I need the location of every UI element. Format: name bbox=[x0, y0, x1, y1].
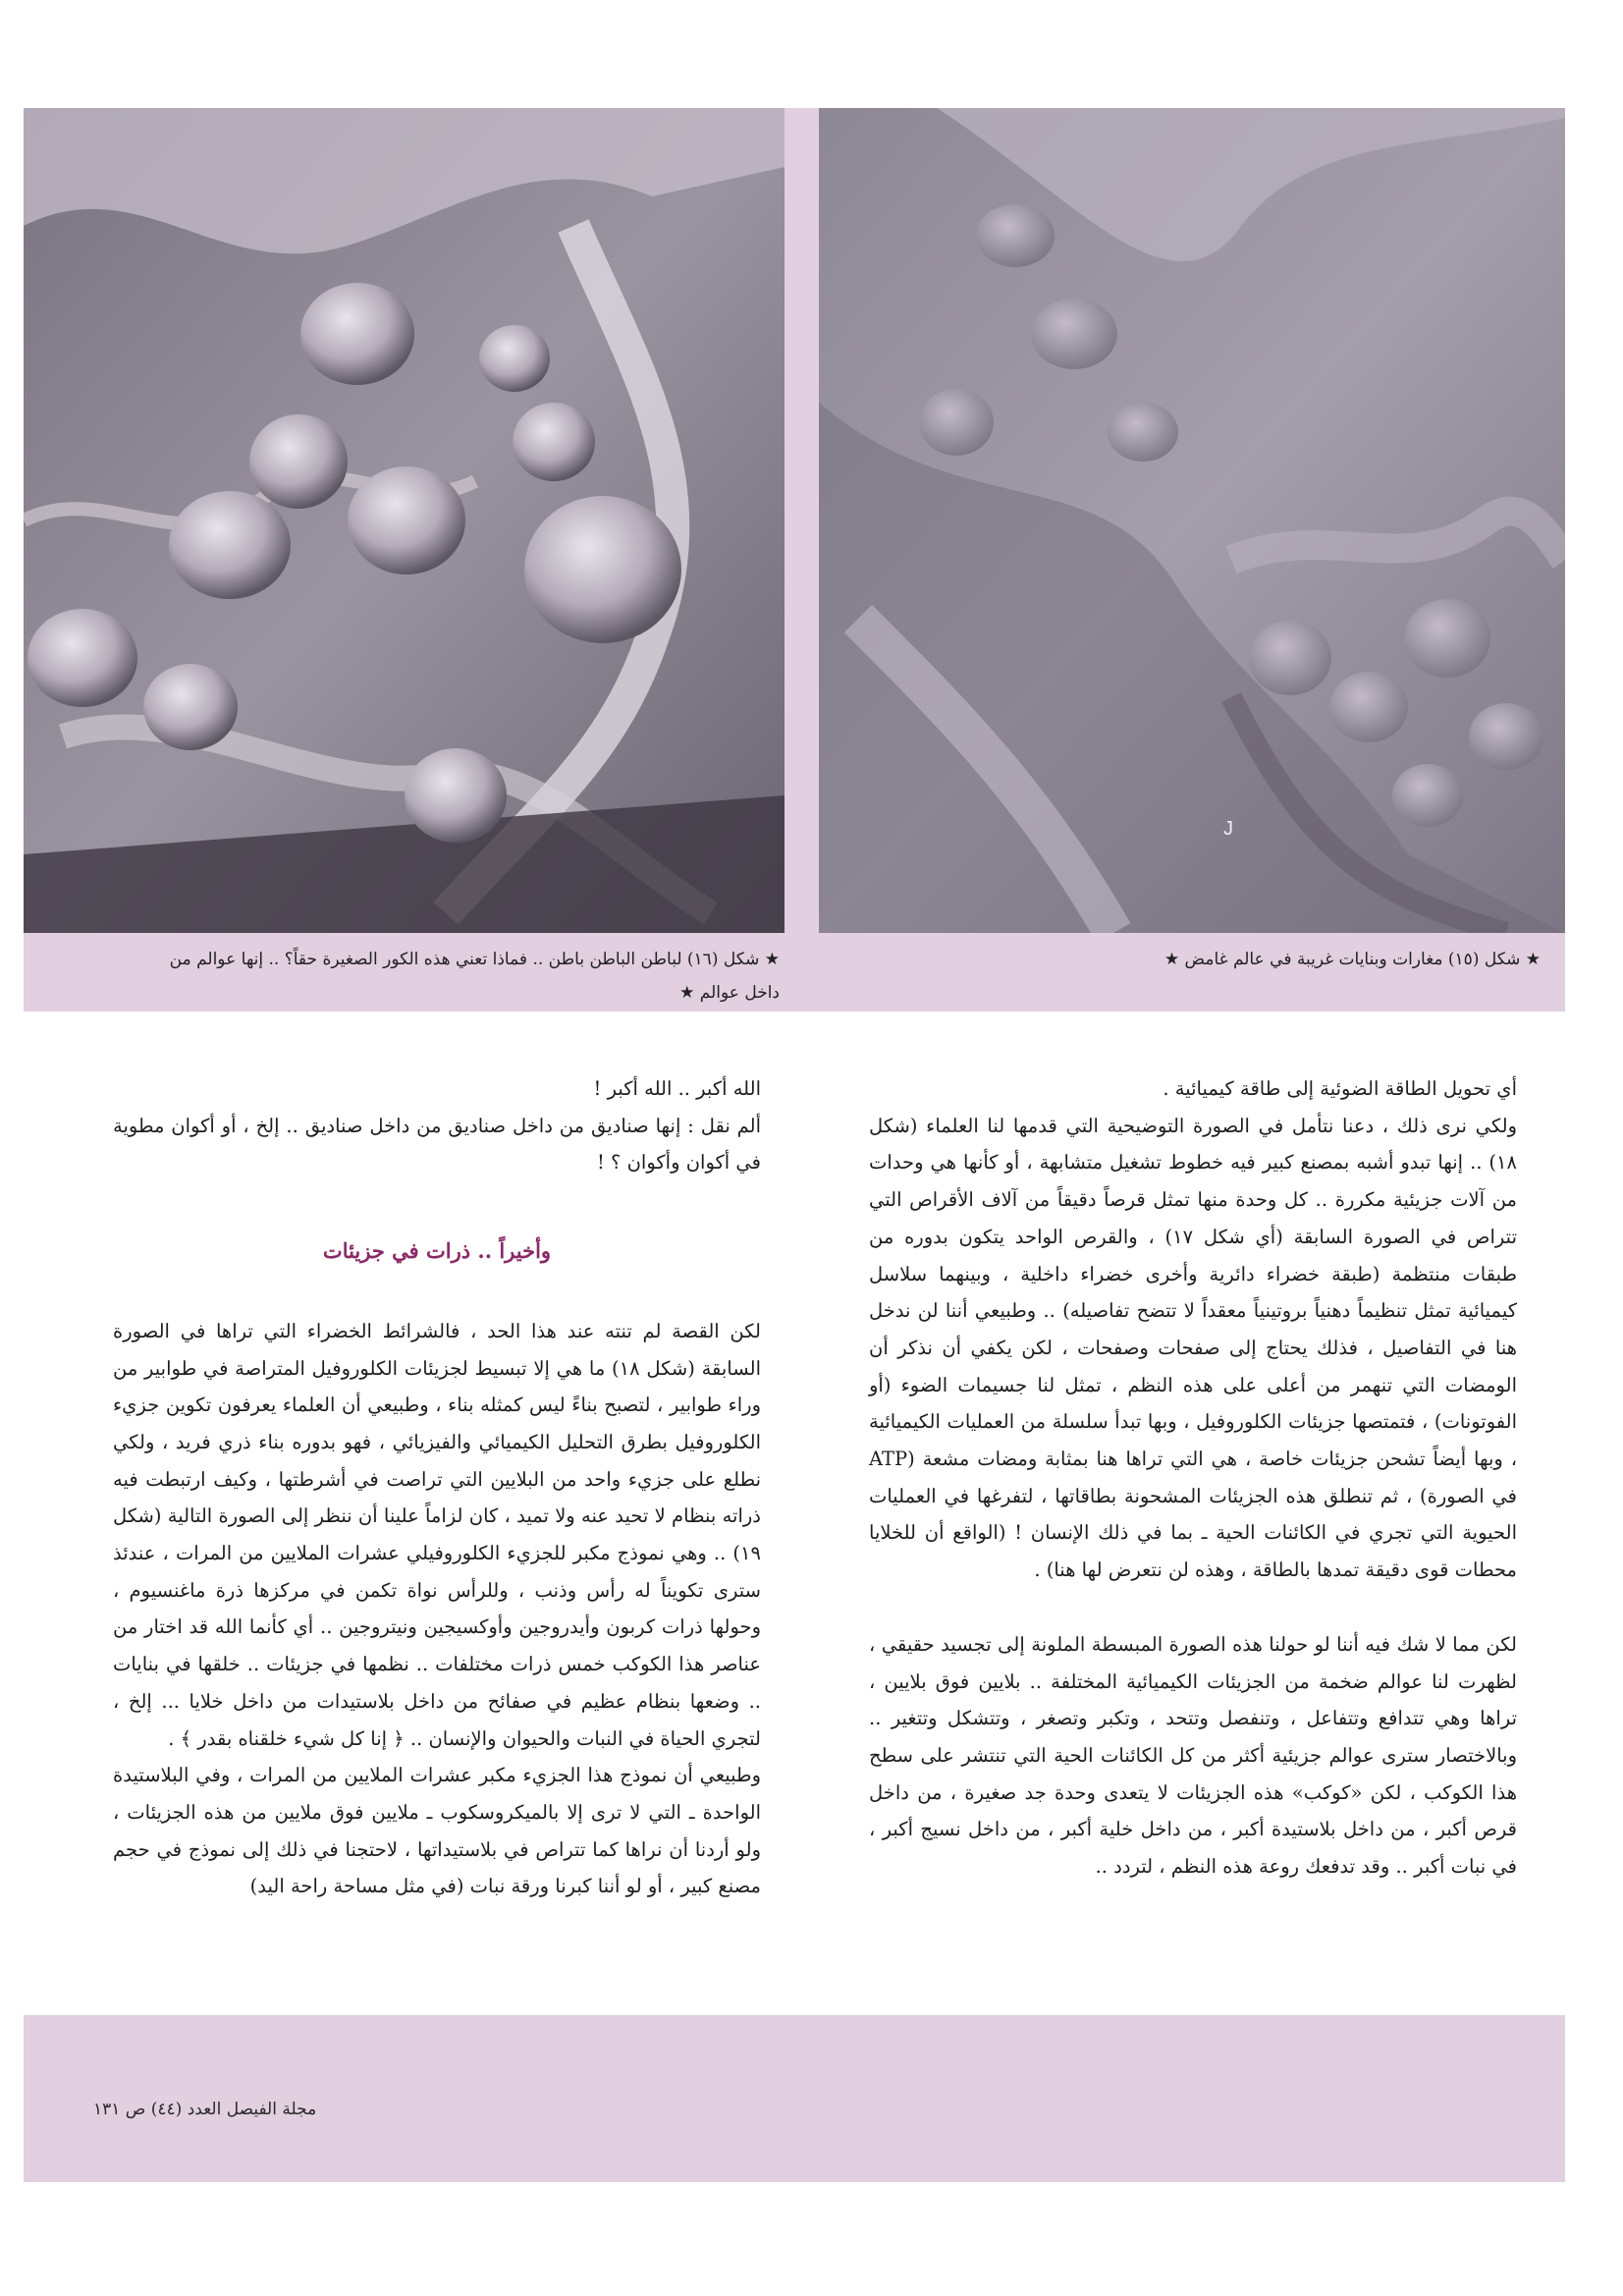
footer-band bbox=[24, 2015, 1565, 2182]
left-text-column bbox=[113, 1070, 761, 1905]
left-intro-2: ألم نقل : إنها صناديق من داخل صناديق من داخل صناديق .. إلخ ، أو أكوان مطوية في أكوان وأكوان ؟ ! bbox=[113, 1114, 761, 1175]
figure-16-caption: ★ شكل (١٦) لباطن الباطن باطن .. فماذا تعني هذه الكور الصغيرة حقاً؟ .. إنها عوالم من داخل عوالم ★ bbox=[169, 950, 780, 1003]
right-text-column bbox=[869, 1070, 1517, 1886]
figures-band bbox=[24, 108, 1565, 1011]
micrograph-cells-image bbox=[24, 108, 784, 933]
paragraph-gap bbox=[869, 1589, 1517, 1626]
section-heading: وأخيراً .. ذرات في جزيئات bbox=[322, 1238, 552, 1264]
micrograph-caverns-image bbox=[819, 108, 1565, 933]
right-paragraph-3: لكن مما لا شك فيه أننا لو حولنا هذه الصورة المبسطة الملونة إلى تجسيد حقيقي ، لظهرت لنا عوالم ضخمة من الجزيئات الكيميائية المختلفة .. بلايين فوق بلايين ، تراها وهي تتدافع وتتفاعل ، وتنفصل وتتحد ، وتكبر وتصغر ، وتتشكل وتتغير .. وبالاختصار سترى عوالم جزيئية أكثر من كل الكائنات الحية التي تنتشر على سطح هذا الكوكب ، لكن «كوكب» هذه الجزيئات لا يتعدى وحدة جد صغيرة ، من داخل قرص أكبر ، من داخل بلاستيدة أكبر ، من داخل خلية أكبر ، من داخل نسيج أكبر ، في نبات أكبر .. وقد تدفعك روعة هذه النظم ، لتردد .. bbox=[869, 1632, 1517, 1879]
left-paragraph-2: وطبيعي أن نموذج هذا الجزيء مكبر عشرات الملايين من المرات ، وفي البلاستيدة الواحدة ـ التي لا ترى إلا بالميكروسكوب ـ ملايين فوق ملايين من هذه الجزيئات ، ولو أردنا أن نراها كما تتراص في بلاستيداتها ، لاحتجنا في ذلك إلى نموذج في حجم مصنع كبير ، أو لو أننا كبرنا ورقة نبات (في مثل مساحة راحة اليد) bbox=[113, 1764, 761, 1898]
figure-16-photo bbox=[24, 108, 784, 933]
figure-15-label: J bbox=[1223, 818, 1233, 840]
left-paragraph-1: لكن القصة لم تنته عند هذا الحد ، فالشرائط الخضراء التي تراها في الصورة السابقة (شكل ١٨) ما هي إلا تبسيط لجزيئات الكلوروفيل المتراصة في طوابير من وراء طوابير ، لتصبح بناءً ليس كمثله بناء ، وطبيعي أن العلماء يعرفون تكوين جزيء الكلوروفيل بطرق التحليل الكيميائي والفيزيائي ، فهو بدوره بناء ذري فريد ، ولكي نطلع على جزيء واحد من البلايين التي تراصت في أشرطتها ، وكيف ارتبطت فيه ذراته بنظام لا تحيد عنه ولا تميد ، كان لزاماً علينا أن ننظر إلى الصورة التالية (شكل ١٩) .. وهي نموذج مكبر للجزيء الكلوروفيلي عشرات الملايين من المرات ، عندئذ سترى تكويناً له رأس وذنب ، وللرأس نواة تكمن في مركزها ذرة ماغنسيوم ، وحولها ذرات كربون وأيدروجين وأوكسيجين ونيتروجين .. أي كأنما الله قد اختار من عناصر هذا الكوكب خمس ذرات مختلفات .. نظمها في جزيئات .. خلقها في بنايات .. وضعها بنظام عظيم في صفائح من داخل بلاستيدات من داخل خلايا ... إلخ ، لتجري الحياة في النبات والحيوان والإنسان .. ﴿ إنا كل شيء خلقناه بقدر ﴾ . bbox=[113, 1319, 762, 1750]
right-paragraph-2: ولكي نرى ذلك ، دعنا نتأمل في الصورة التوضيحية التي قدمها لنا العلماء (شكل ١٨) .. إنها تبدو أشبه بمصنع كبير فيه خطوط تشغيل متشابهة ، أو كأنها هي وحدات من آلات جزيئية مكررة .. كل وحدة منها تمثل قرصاً دقيقاً من آلاف الأقراص التي تتراص في الصورة السابقة (أي شكل ١٧) ، والقرص الواحد يتكون بدوره من طبقات منتظمة (طبقة خضراء دائرية وأخرى خضراء داخلية ، وبينهما سلاسل كيميائية تمثل تنظيماً دهنياً بروتينياً معقداً لا تتضح تفاصيله) .. وطبيعي أننا لن ندخل هنا في التفاصيل ، فذلك يحتاج إلى صفحات وصفحات ، لكن يكفي أن نذكر أن الومضات التي تنهمر من أعلى على هذه النظم ، تمثل لنا جسيمات الضوء (أو الفوتونات) ، فتمتصها جزيئات الكلوروفيل ، وبها تبدأ سلسلة من العمليات الكيميائية ، وبها أيضاً تشحن جزيئات خاصة ، هي التي تراها هنا بمثابة ومضات مشعة (ATP في الصورة) ، ثم تنطلق هذه الجزيئات المشحونة بطاقاتها ، لتفرغها في العمليات الحيوية التي تجري في الكائنات الحية ـ بما في ذلك الإنسان ! (الواقع أن للخلايا محطات قوى دقيقة تمدها بالطاقة ، وهذه لن نتعرض لها هنا) . bbox=[869, 1114, 1517, 1582]
footer-issue-page: مجلة الفيصل العدد (٤٤) ص ١٣١ bbox=[93, 2100, 317, 2119]
figure-15-caption: ★ شكل (١٥) مغارات وبنايات غريبة في عالم غامض ★ bbox=[1163, 950, 1541, 969]
left-intro-1: الله أكبر .. الله أكبر ! bbox=[593, 1077, 761, 1100]
figure-15-photo bbox=[819, 108, 1565, 933]
right-paragraph-1: أي تحويل الطاقة الضوئية إلى طاقة كيميائية . bbox=[1163, 1077, 1517, 1100]
